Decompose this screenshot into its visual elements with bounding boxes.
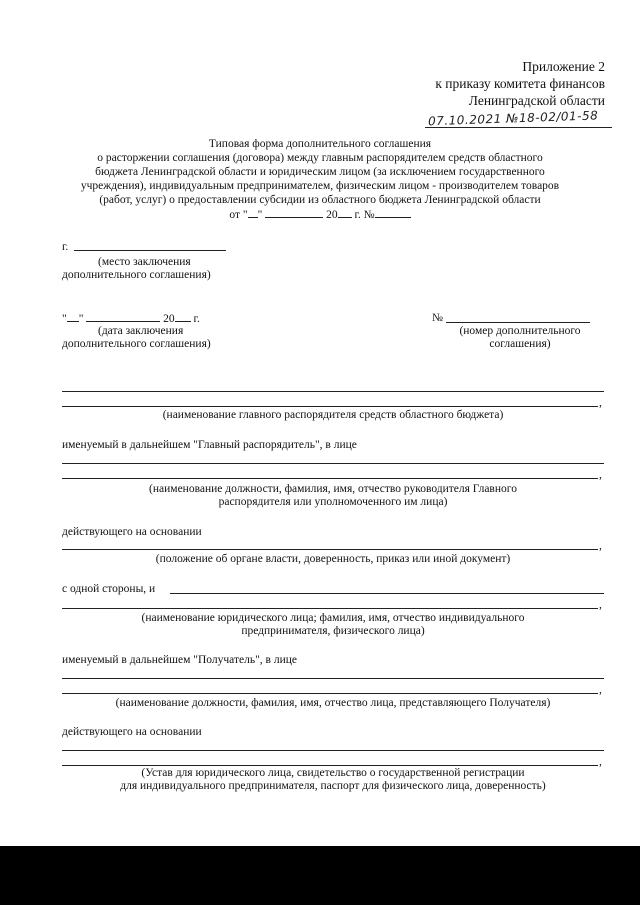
form-title bbox=[40, 137, 600, 222]
number-prefix: № bbox=[432, 312, 443, 324]
one-side-and: с одной стороны, и bbox=[62, 583, 156, 595]
distributor-rep-caption-1: (наименование должности, фамилия, имя, отчество руководителя Главного bbox=[149, 483, 517, 495]
title-line-5: (работ, услуг) о предоставлении субсидии из областного бюджета Ленинградской области bbox=[99, 194, 541, 206]
recipient-rep-field-1[interactable] bbox=[62, 678, 604, 679]
recipient-caption-2: предпринимателя, физического лица) bbox=[241, 625, 425, 637]
date-year-field[interactable] bbox=[175, 311, 191, 322]
distributor-acting: действующего на основании bbox=[62, 526, 202, 538]
handwritten-order-ref: 07.10.2021 №18-02/01-58 bbox=[427, 108, 599, 129]
number-caption-2: соглашения) bbox=[489, 338, 551, 350]
date-line: " " 20 г. bbox=[62, 313, 200, 325]
year-blank[interactable] bbox=[338, 207, 352, 218]
annex-header bbox=[330, 58, 605, 109]
title-line-6: от " " 20 г. № bbox=[40, 207, 600, 222]
recipient-basis-caption-2: для индивидуального предпринимателя, паспорт для физического лица, доверенность) bbox=[120, 780, 546, 792]
recipient-rep-caption: (наименование должности, фамилия, имя, отчество лица, представляющего Получателя) bbox=[115, 697, 551, 709]
place-caption-1: (место заключения bbox=[98, 256, 191, 268]
annex-region: Ленинградской области bbox=[468, 93, 605, 108]
recipient-name-field-2[interactable] bbox=[62, 608, 598, 609]
date-caption-2: дополнительного соглашения) bbox=[62, 338, 211, 350]
day-blank[interactable] bbox=[248, 207, 258, 218]
comma: , bbox=[599, 540, 602, 552]
distributor-rep-caption-2: распорядителя или уполномоченного им лица) bbox=[218, 496, 448, 508]
recipient-named-as: именуемый в дальнейшем "Получатель", в лице bbox=[62, 654, 297, 666]
place-prefix: г. bbox=[62, 241, 69, 253]
scan-border bbox=[0, 846, 640, 905]
number-field[interactable] bbox=[446, 322, 590, 323]
comma: , bbox=[599, 756, 602, 768]
distributor-basis-caption: (положение об органе власти, доверенность, приказ или иной документ) bbox=[155, 553, 511, 565]
handwritten-underline bbox=[425, 127, 612, 128]
month-blank[interactable] bbox=[265, 207, 323, 218]
annex-order-ref: к приказу комитета финансов bbox=[435, 76, 605, 91]
distributor-field-1[interactable] bbox=[62, 391, 604, 392]
recipient-basis-caption-1: (Устав для юридического лица, свидетельство о государственной регистрации bbox=[141, 767, 525, 779]
number-caption-1: (номер дополнительного bbox=[459, 325, 581, 337]
recipient-acting: действующего на основании bbox=[62, 726, 202, 738]
distributor-rep-field-2[interactable] bbox=[62, 478, 598, 479]
title-line-3: бюджета Ленинградской области и юридическим лицом (за исключением государственного bbox=[95, 166, 545, 178]
recipient-caption-1: (наименование юридического лица; фамилия, имя, отчество индивидуального bbox=[141, 612, 525, 624]
distributor-caption: (наименование главного распорядителя средств областного бюджета) bbox=[162, 409, 504, 421]
comma: , bbox=[599, 599, 602, 611]
comma: , bbox=[599, 469, 602, 481]
place-caption-2: дополнительного соглашения) bbox=[62, 269, 211, 281]
distributor-named-as: именуемый в дальнейшем "Главный распорядитель", в лице bbox=[62, 439, 357, 451]
date-month-field[interactable] bbox=[86, 311, 160, 322]
comma: , bbox=[599, 684, 602, 696]
title-line-1: Типовая форма дополнительного соглашения bbox=[208, 138, 432, 150]
recipient-name-field-1[interactable] bbox=[170, 593, 604, 594]
distributor-rep-field-1[interactable] bbox=[62, 463, 604, 464]
distributor-field-2[interactable] bbox=[62, 406, 598, 407]
title-line-4: учреждения), индивидуальным предпринимателем, физическим лицом - производителем товаров bbox=[80, 180, 560, 192]
place-field[interactable] bbox=[74, 250, 226, 251]
date-day-field[interactable] bbox=[67, 311, 79, 322]
recipient-basis-field-1[interactable] bbox=[62, 750, 604, 751]
recipient-rep-field-2[interactable] bbox=[62, 693, 598, 694]
annex-number: Приложение 2 bbox=[522, 59, 605, 74]
distributor-basis-field[interactable] bbox=[62, 549, 598, 550]
comma: , bbox=[599, 397, 602, 409]
agreement-number-blank[interactable] bbox=[375, 207, 411, 218]
date-caption-1: (дата заключения bbox=[98, 325, 184, 337]
title-line-2: о расторжении соглашения (договора) между главным распорядителем средств областного bbox=[97, 152, 543, 164]
